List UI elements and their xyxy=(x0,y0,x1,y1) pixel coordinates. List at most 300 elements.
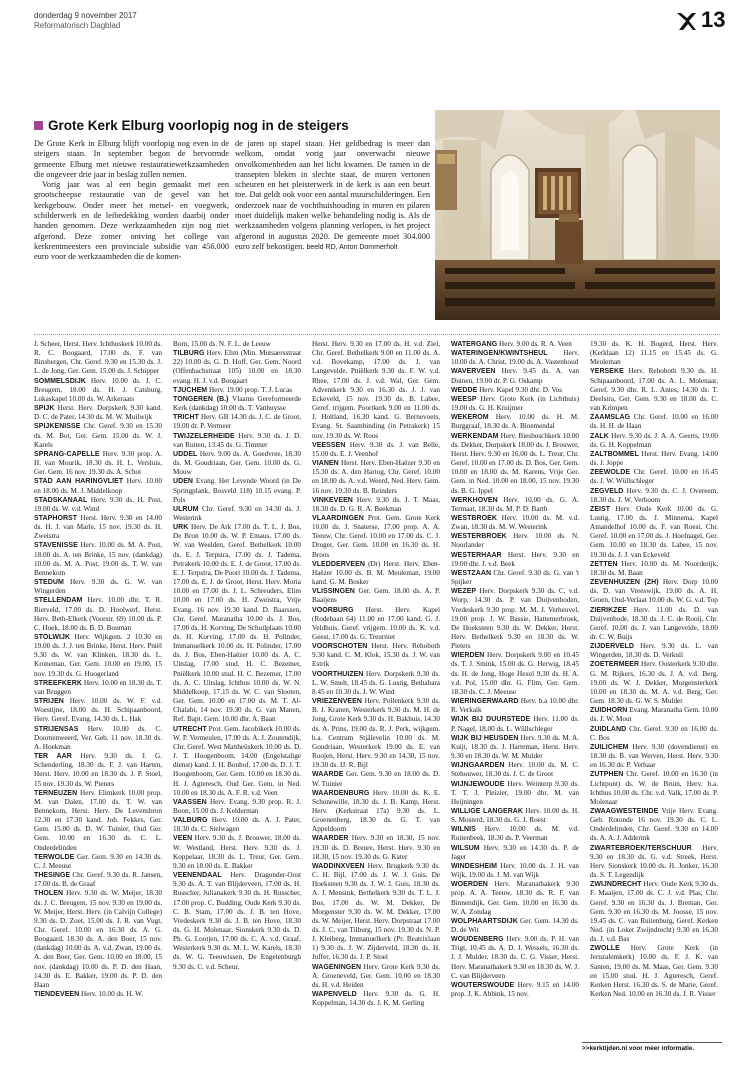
service-details: Ger. Gem. 9.30 en 14.30 ds. C. J. Meeuse xyxy=(34,852,162,870)
service-details: Herv. b.a 10.00 dhr. R. Verkaik xyxy=(451,697,579,715)
place-name: YERSEKE xyxy=(590,368,624,376)
service-entry xyxy=(590,340,718,367)
service-details: Herv. 9.30 ds. J. T. Maas, 18.30 ds. D. G. R. A. Beekman xyxy=(312,495,440,513)
place-name: WOERDEN xyxy=(451,881,488,889)
service-entry xyxy=(34,422,162,449)
service-details: Herv. 10.00 ds. A. Christ, 19.00 ds. A. Vastenhoud xyxy=(451,349,579,367)
service-entry xyxy=(34,725,162,752)
service-entry xyxy=(590,367,718,413)
service-entry xyxy=(590,944,718,999)
service-details: Herv. 9.45 ds. A. van Duinen, 19.00 dr. P. G. Oskamp xyxy=(451,367,579,385)
listing-column xyxy=(451,340,579,1035)
service-entry xyxy=(34,853,162,871)
service-entry xyxy=(451,340,579,349)
article-paragraph: de jaren op stapel staan. Het geldbedrag is meer dan welkom, omdat vorig jaar onverwacht nieuwe onvolkomenheden aan het licht kwamen. De ramen in de transepten bleken in slechte staat, de muren vertonen scheuren en het pleisterwerk in de kerk is aan een beurt toe. Dat geldt ook voor een aantal muurschilderingen. Een onderzoek naar de vochthuishouding in muren en pilaren moet duidelijk maken welke behandeling nodig is. Als de werkzaamheden volgens planning verlopen, is het project afgerond in augustus 2020. De gemeente moet 304.000 euro zelf bekostigen. xyxy=(235,139,430,251)
place-name: STELLENDAM xyxy=(34,597,83,605)
service-details: Herv. Oosterkerk 9.30 dhr. G. M. Rijkers, 16.30 ds. J. A. v.d. Berg, 19.00 ds. W. J. Dekker, Morgensterkerk 10.00 en 18.30 ds. M. A. v.d. Berg, Ger. Gem. 18.30 ds. G. W. S. Mulder xyxy=(590,660,718,706)
place-name: ZOETERMEER xyxy=(590,661,640,669)
service-entry xyxy=(312,670,440,697)
service-entry xyxy=(451,807,579,825)
service-details: Herv. Kapel 9.30 dhr. D. Vos xyxy=(479,385,563,394)
place-name: VALBURG xyxy=(173,817,208,825)
service-details: Herv. 9.30 (dovendienst) en 18.30 ds. B. van Werven, Herst. Herv. 9.30 en 16.30 ds. P. Verhaar xyxy=(590,742,718,770)
service-details: Herv. 9.30 ds. J. A. A. Geerts, 19.00 ds. G. H. Koppelman xyxy=(590,431,718,449)
listing-column xyxy=(34,340,162,1035)
place-name: ZALTBOMMEL xyxy=(590,450,639,458)
place-name: STAPHORST xyxy=(34,514,78,522)
service-entry xyxy=(590,743,718,770)
place-name: WIERINGERWAARD xyxy=(451,698,519,706)
service-entry xyxy=(312,697,440,770)
article-column-2 xyxy=(235,139,430,253)
place-name: WOLPHAARTSDIJK xyxy=(451,917,518,925)
service-details: Herv. Grote Kerk (in Jeruzalemkerk) 10.00 ds. F. J. K. van Santen, 19.00 ds. M. Maas, Ger. Gem. 9.30 en 15.00 stud. H. J. Agteresch, Geref. Kerken Herst. 16.30 ds. S. de Marie, Geref. Kerken Ned. 10.00 en 16.30 ds. J. R. Visser xyxy=(590,944,718,999)
service-entry xyxy=(34,578,162,596)
place-name: WERKHOVEN xyxy=(451,496,498,504)
service-details: Herv. 10.00 ds. W. F. v.d. Woestijne, 18.00 ds. H. Schipaanboord, Herv. Geref. Evang. 14.30 ds. L. Hak xyxy=(34,697,162,724)
service-entry xyxy=(312,459,440,496)
place-name: ZEIST xyxy=(590,505,611,513)
service-entry xyxy=(451,569,579,587)
service-details: Herst. Herv. 9.30 en 17.00 ds. H. v.d. Ziel, Chr. Geref. Bethelkerk 9.00 en 11.00 ds. A. v.d. Bovekamp, 17.00 ds. J. van Langevelde, Pniëlkerk 9.30 ds. F. W. v.d. Rhee, 17.00 ds. J. v.d. Wal, Ger. Gem. Adventkerk 9.30 en 16.30 ds. J. J. van Eckeveld, 15 nov. 19.30 ds. B. Labee, Geref. trijgem. Poortkerk 9.00 en 11.00 ds. J. Holtland, 16.30 kand. G. Bernevoets, Evang. St. Saambinding (in Petrakerk) 15 nov. 19.30 ds. W. Roos xyxy=(312,340,440,440)
service-details: Herv. 9.00 ds. A. Goedvree, 18.30 ds. M. Goudriaan, Ger. Gem. 10.00 ds. G. Mouw xyxy=(173,449,301,477)
place-name: VRIEZENVEEN xyxy=(312,698,362,706)
service-entry xyxy=(590,505,718,560)
service-entry xyxy=(451,761,579,779)
place-name: VINKEVEEN xyxy=(312,496,353,504)
place-name: WOUTERSWOUDE xyxy=(451,981,515,989)
service-details: Herv. 9.30 ds. M. A. Kuijt, 18.30 ds. J. Harteman, Herst. Herv. 9.30 en 18.30 ds. W. M. Mulder xyxy=(451,733,579,761)
service-details: Herv. 11.00 ds. P. Nagel, 18.00 ds. L. Wüllschleger xyxy=(451,715,579,733)
place-name: WERKENDAM xyxy=(451,432,499,440)
service-details: Herv. 9.30 ds. G. W. van Wingerden xyxy=(34,578,162,596)
place-name: TIENDEVEEN xyxy=(34,991,80,999)
place-name: STOLWIJK xyxy=(34,634,71,641)
service-entry xyxy=(34,496,162,514)
service-entry xyxy=(34,450,162,477)
service-entry xyxy=(451,935,579,981)
service-details: Herv. 9.30 en 14.30 ds. P. de Jager xyxy=(451,843,579,861)
place-name: STAD AAN HARINGVLIET xyxy=(34,478,124,486)
service-details: Herv. 9.30 en 18.30, 15 nov. 19.30 ds. D. Breure, Herst. Herv. 9.30 en 18.30, 15 nov. 19.30 ds. G. Kater xyxy=(312,834,440,861)
place-name: VIANEN xyxy=(312,460,339,468)
service-details: Herv. 10.00 en 18.00 ds. M. J. Middelkoop xyxy=(34,477,162,495)
place-name: TERWOLDE xyxy=(34,853,75,861)
service-details: Herv. 9.30 ds. C. J. Overeem, 18.30 ds. J. W. Verboom xyxy=(590,486,718,504)
place-name: UDDEL xyxy=(173,450,198,458)
service-entry xyxy=(590,880,718,944)
service-entry xyxy=(590,844,718,881)
service-entry xyxy=(173,834,301,871)
place-name: ULRUM xyxy=(173,505,199,513)
service-entry xyxy=(312,441,440,459)
listing-column xyxy=(173,340,301,1035)
place-name: URK xyxy=(173,524,189,532)
service-details: Chr. Geref. 9.30 en 15.30 ds. M. Bot, Ger. Gem. 15.00 ds. W. J. Karels xyxy=(34,422,162,449)
service-entry xyxy=(312,990,440,1008)
service-details: Herv. Dorpskerk 9.30 ds. L. W. Smelt, 18.45 ds. G. Lustig, Bethabara 8.45 en 10.30 ds. J. W. Wind xyxy=(312,669,440,696)
place-name: SPIJK xyxy=(34,405,55,413)
service-details: Chr. Geref. 9.30 en 14.30 ds. J. Westerink xyxy=(173,504,301,522)
service-details: Herv. Grote Kerk 9.30 ds. A. Groeneveld, Ger. Gem. 10.00 en 18.30 ds. H. v.d. Heiden xyxy=(312,962,440,989)
service-details: Herv. 11.00 ds. D. van Duijvenbode, 18.30 ds. J. C. de Rooij, Chr. Geref. 10.00 ds. J. van Langevelde, 18.00 dr. C. W. Buijs xyxy=(590,605,718,641)
place-name: WILNIS xyxy=(451,826,476,834)
place-name: STAVENISSE xyxy=(34,542,78,550)
place-name: ZAAMSLAG xyxy=(590,414,631,422)
service-details: Chr. Geref. 9.30 ds. G. van 't Spijker xyxy=(451,568,579,587)
place-name: VOORSCHOTEN xyxy=(312,643,368,651)
place-name: WIJK BIJ HEUSDEN xyxy=(451,734,519,742)
service-entry xyxy=(34,990,162,999)
service-details: Herv. 10.00 ds. M. C. Stehouwer, 18.30 ds. J. C. de Groot xyxy=(451,761,579,779)
service-details: Herv. 9.30 prop. A. H. van Mourik, 18.30 ds. H. L. Versluis, Ger. Gem. 16 nov. 19.30 ds. A. Schot xyxy=(34,449,162,477)
service-details: Herv. 19.00 prop. T. J. Lucas xyxy=(208,385,293,394)
service-entry xyxy=(34,377,162,404)
service-details: Ger. Gem. 9.30 en 18.00 ds. D. W. Tuinier xyxy=(312,770,440,788)
service-entry xyxy=(312,560,440,587)
service-entry xyxy=(451,386,579,395)
place-name: WOUDENBERG xyxy=(451,936,504,944)
place-name: UTRECHT xyxy=(173,725,207,733)
service-details: Herv. 10.00 ds. A. J. Pater, 18.30 ds. C. Stelwagen xyxy=(173,816,301,834)
service-details: Herv. 9.15 en 14.00 prop. J. K. Abbink, 15 nov. xyxy=(451,980,579,999)
place-name: WAARDE xyxy=(312,771,344,779)
service-details: Herv. 9.30 en 18.30 ds. G. v.d. Streek, Herst. Herv. Sionskerk 10.00 ds. H. Jonker, 16.30 ds. S. T. Legendijk xyxy=(590,843,718,880)
place-name: WINDESHEIM xyxy=(451,862,497,870)
place-name: TILBURG xyxy=(173,350,205,358)
service-details: Vlaams Gereformeerde Kerk (dankdag) 10.00 ds. T. Vanhuysse xyxy=(173,394,301,413)
place-name: WESTERBROEK xyxy=(451,533,507,541)
place-name: WESTERHAAR xyxy=(451,551,502,559)
service-entry xyxy=(312,642,440,669)
place-name: STEDUM xyxy=(34,579,64,587)
service-entry xyxy=(451,917,579,935)
place-name: WIJK BIJ DUURSTEDE xyxy=(451,716,531,724)
service-entry xyxy=(34,596,162,633)
service-details: Chr. Geref. 9.30 ds. R. Jansen, 17.00 ds. B. de Graaf xyxy=(34,871,162,889)
headline-text: Grote Kerk Elburg voorlopig nog in de steigers xyxy=(48,118,349,133)
service-entry xyxy=(173,505,301,523)
service-details: Herv. 10.00 ds. M. v.d. Ruitenbeek, 18.30 ds. P. Veerman xyxy=(451,825,579,843)
place-name: ZWOLLE xyxy=(590,945,620,953)
place-name: TWIJZELERHEIDE xyxy=(173,432,235,440)
service-details: Herv. Dorp 10.00 ds. D. van Vreeswijk, 19.00 ds. A. H. Groen, Oud-Verlaat 10.00 ds. W. G. v.d. Top xyxy=(590,578,718,605)
service-entry xyxy=(590,807,718,844)
service-details: Herv. 9.30 ds. H. Post, 19.00 ds. W. v.d. Wind xyxy=(34,495,162,513)
newspaper-name: Reformatorisch Dagblad xyxy=(34,21,121,30)
service-entry xyxy=(590,606,718,643)
service-entry xyxy=(451,532,579,550)
service-entry xyxy=(173,349,301,386)
article-column-1 xyxy=(34,139,229,263)
service-details: Herv. 10.00 ds. J. H. van Wijk, 19.00 ds. J. M. van Wijk xyxy=(451,861,579,880)
service-entry xyxy=(451,844,579,862)
service-details: Herv. Elimkerk 10.00 prop. M. van Dalen, 17.00 ds. T. W. van Bennekom, Herst. Herv. De Levensbron 12.30 en 17.30 kand. Joh. Fekkes, Ger. Gem. 15.00 ds. D. W. Tuinier, Oud Ger. Gem. 10.00 en 16.30 ds. C. L. Onderdelinden xyxy=(34,788,162,852)
service-details: Herst. Herv. Evang. 14.00 ds. J. Joppe xyxy=(590,449,718,468)
service-entry xyxy=(173,477,301,504)
service-details: (Dr) Herst. Herv. Eben-Haëzer 10.00 ds. B. M. Meuleman, 19.00 kand. G. M. Bosker xyxy=(312,559,440,587)
place-name: TONGEREN (B.) xyxy=(173,395,229,403)
service-details: Herv. Oude Kerk 10.00 ds. G. Lustig, 17.00 ds. J. Minnema, Kapel Amandelhof 10.00 ds. F. van Roest, Chr. Geref. 10.00 en 17.00 ds. J. Hoefnagel, Ger. Gem. 10.00 en 18.30 ds. Labee, 15 nov. 19.30 ds. J. J. van Eckeveld xyxy=(590,504,718,559)
place-name: TERNEUZEN xyxy=(34,789,78,797)
service-entry xyxy=(173,386,301,395)
place-name: TRICHT xyxy=(173,414,199,422)
place-name: WEZEP xyxy=(451,588,477,596)
service-entry xyxy=(590,560,718,578)
place-name: SPRANG-CAPELLE xyxy=(34,450,100,458)
page-number: 13 xyxy=(701,7,726,32)
place-name: STADSKANAAL xyxy=(34,496,88,504)
service-entry xyxy=(312,587,440,605)
service-entry xyxy=(312,606,440,643)
service-details: Prot. Gem. Jacobikerk 10.00 ds. W. P. Vermeulen, 17.00 ds. A. J. Zoutendijk, Chr. Geref. West Mattheüskerk 10.00 ds. D. J. T. Hoogenboom, 14.00 (Engelstalige dienst) kand. J. H. Bonhof, 17.00 ds. D. J. T. Hoogenboom, Ger. Gem. 10.00 en 18.30 ds. H. J. Agteresch, Oud Ger. Gem. in Ned. 10.00 en 18.30 ds. A. F. R. v.d. Veen xyxy=(173,724,301,797)
service-details: Herv. De Ark 17.00 ds. T. L. J. Bos, De Bron 10.00 ds. W. P. Emaus, 17.00 ds. W. van Weelden, Geref. Bethelkerk 10.00 ds. E. J. Terpstra, 17.00 ds. J. Tadema, Petrakerk 10.00 ds. E. J. de Groot, 17.00 ds. E. J. Terpstra, De Poort 10.00 ds. J. Tadema, 17.00 ds. E. J. de Groot, Herst. Herv. Moria 10.00 en 17.00 ds. J. L. Schreuders, Elim 10.00 en 17.00 ds. H. Zweistra, Vrije Evang. 16 nov. 19.30 kand. D. Baarssen, Chr. Geref. Maranatha 10.00 ds. J. Bos, 17.00 ds. H. Korving, De Schuilplaats 10.00 ds. H. Korving, 17.00 ds. H. Polinder, Immanuelkerk 10.00 ds. H. Polinder, 17.00 ds. J. Bos, Eben-Haëzer 10.00 ds. A. C. Uitslag, 17.00 stud. H. C. Bezemer, Pniëlkerk 10.00 stud. H. C. Bezemer, 17.00 ds. A. C. Uitslag, Ichthus 10.00 ds. W. N. Middelkoop, 17.15 ds. W. C. van Slooten, Ger. Gem. 10.00 en 17.00 ds. M. T. Al-Chalabi, 14 nov. 19.30 ds. G. van Manen, Ref. Bapt. Gem. 10.00 dhr. A. Baan xyxy=(173,523,301,724)
place-name: STRIJENSAS xyxy=(34,725,79,733)
place-name: ZWAAGWESTEINDE xyxy=(590,807,659,815)
rd-logo-icon xyxy=(675,10,697,32)
service-entry xyxy=(312,496,440,514)
place-name: THOLEN xyxy=(34,890,64,898)
issue-date: donderdag 9 november 2017 xyxy=(34,11,137,20)
service-details: Herv. Dorpskerk 9.00 en 10.45 ds. T. J. Smink, 15.00 ds. G. Herwig, 18.45 ds. H. de Jong, Hoge Hexel 9.30 ds. H. A. v.d. Pol, 15.00 dhr. G. Flim, Ger. Gem. 18.30 ds. C. J. Meeuse xyxy=(451,651,579,696)
place-name: WEDDE xyxy=(451,386,478,394)
service-details: J. Scheer, Herst. Herv. Ichthuskerk 10.00 ds. R. C. Boogaard, 17.00 ds. F. van Binsbergen, Chr. Geref. 9.30 en 15.30 ds. J. L. de Jong, Ger. Gem. 15.00 ds. J. Schipper xyxy=(34,340,162,376)
service-details: Herv. 9.30 ds. W. Meijer, 18.30 ds. J. C. Breugem, 15 nov. 9.30 en 19.00 ds. W. Meijer, Herst. Herv. (in Calvijn College) 9.30 ds. D. Zoet, 15.00 ds. J. R. van Vugt, Chr. Geref. 10.00 en 16.30 ds. A. G. Boogaard, 18.30 ds. A. den Boer, 15 nov. (dankdag) 10.00 ds. A. v.d. Zwan, 19.00 ds. A. den Boer, Ger. Gem. 10.00 en 18.00, 15 nov. (dankdag) 10.00 ds. P. D. den Haan, 14.30 ds. E. Bakker, 19.00 ds. P. D. den Haan xyxy=(34,889,162,989)
place-name: WEKEROM xyxy=(451,414,489,422)
service-details: Herv. GB 14.30 ds. J. C. de Groot, 19.00 dr. P. Vermeer xyxy=(173,413,301,431)
service-entry xyxy=(590,468,718,486)
service-entry xyxy=(312,862,440,963)
place-name: WAPENVELD xyxy=(312,991,357,999)
service-details: Chr. Geref. 9.30 en 16.00 ds. C. Bos xyxy=(590,724,718,742)
service-details: Herv. Weinterp 9.30 ds. T. T. J. Pleizier, 19.00 dhr. M. van Heijningen xyxy=(451,779,579,806)
service-entry xyxy=(173,395,301,413)
place-name: WAARDER xyxy=(312,835,349,843)
service-entry xyxy=(34,697,162,724)
service-entry xyxy=(451,349,579,367)
service-details: Herv. Dorpskerk 9.30 ds. C. v.d. Worp, 14.30 ds. P. van Duijvenboden, Vredeskerk 9.30 prop. M. M. J. Verheuvel, 19.00 prop. J. W. Bassie, Hattemerbroek, De Hoeksteen 9.30 ds. W. Dekker, Herst. Herv. Bethelkerk 9.30 en 18.30 ds. W. Pieters xyxy=(451,587,579,651)
place-name: WATERINGEN/KWINTSHEUL xyxy=(451,350,548,358)
place-name: TER AAR xyxy=(34,753,72,761)
service-entry xyxy=(34,679,162,697)
service-entry xyxy=(173,432,301,450)
place-name: VOORBURG xyxy=(312,606,354,614)
service-details: Herv. 9.30 ds. G. H. Koppelman, 14.30 ds. J. K. M. Gerling xyxy=(312,990,440,1008)
service-details: Herv. 10.00 ds. H. W. xyxy=(81,990,144,999)
more-info-footnote: >>kerktijden.nl voor meer informatie. xyxy=(582,1042,722,1052)
service-details: Chr. Geref. 10.00 en 16.00 ds. H. H. de Haan xyxy=(590,413,718,431)
place-name: STREEFKERK xyxy=(34,679,82,687)
place-name: VLAARDINGEN xyxy=(312,514,364,522)
section-divider xyxy=(34,334,720,335)
church-services-listing xyxy=(34,340,720,1040)
article-paragraph: De Grote Kerk in Elburg blijft voorlopig nog even in de steigers staan. In september begon de hervormde gemeente Elburg met nieuwe restauratiewerkzaamheden die ongeveer drie jaar in beslag zullen nemen. xyxy=(34,139,229,179)
service-details: Herv. 10.00 ds. H. M. Burggraaf, 18.30 ds. A. Bloemendal xyxy=(451,413,579,431)
service-entry xyxy=(34,340,162,377)
service-entry xyxy=(590,413,718,431)
service-details: 19.30 ds. K. H. Bogerd, Herst. Herv. (Kerklaan 12) 11.15 en 15.45 ds. G. Meuleman xyxy=(590,340,718,367)
service-entry xyxy=(173,798,301,816)
place-name: WAARDENBURG xyxy=(312,789,370,797)
service-entry xyxy=(451,734,579,761)
service-details: Herv. 10.00 ds. M. v.d. Zwan, 18.30 ds. M. W. Westerink xyxy=(451,513,579,532)
place-name: ZEVENHUIZEN (ZH) xyxy=(590,579,659,587)
service-details: Herv. 10.00 ds. G. A. Termaat, 18.30 ds. M. P. D. Barth xyxy=(451,495,579,513)
service-entry xyxy=(451,697,579,715)
listing-column xyxy=(312,340,440,1035)
service-details: Herst. Herv. 9.30 en 19.00 dhr. J. v.d. Beek xyxy=(451,550,579,568)
place-name: SOMMELSDIJK xyxy=(34,377,86,385)
place-name: ZALK xyxy=(590,432,609,440)
service-details: Herv. Brugkerk 9.30 ds. C. H. Bijl, 17.00 ds. J. W. J. Guis, De Hoeksteen 9.30 ds. J. W. J. Guis, 18.30 ds. A. J. Mensink, Bethelkerk 9.30 ds. T. L. J. Bos, 17.00 ds. W. M. Dekker, De Morgenster 9.30 ds. W. M. Dekker, 17.00 ds. W. Meijer, Herst. Herv. Dorpstraat 17.00 ds. J. C. van Tilburg, 15 nov. 19.30 ds. N. P. J. Kleiberg, Immanuelkerk (Pr. Beatrixlaan 1) 9.30 ds. J. W. Zijderveld, 18.30 ds. H. Juffer, 16.30 ds. J. P. Stoel xyxy=(312,861,440,962)
service-entry xyxy=(451,514,579,532)
service-details: Herv. Wijkgem. 2 10.30 en 19.00 ds. J. J. ten Brinke, Herst. Herv. Pniël 9.30 ds. W. van Klinken, 18.30 ds. L. Kroneman, Ger. Gem. 10.00 en 19.00, 15 nov. 19.30 ds. G. Hoogerland xyxy=(34,633,162,678)
service-entry xyxy=(173,871,301,972)
service-entry xyxy=(34,541,162,578)
service-entry xyxy=(451,880,579,917)
service-details: Herv. Dragonder-Oost 9.30 ds. A. T. van Blijderveen, 17.00 ds. H. Russcher, Julianakerk 9.30 ds. H. Russcher, 17.00 prop. C. Budding, Oude Kerk 9.30 ds. C. B. Stam, 17.00 ds. J. B. ten Hove, Vredeskerk 9.30 ds. J. B. ten Hove, 18.30 ds. G. H. Molenaar, Sionskerk 9.30 ds. D. Ph. G. Lootjen, 17.00 ds. C. A. v.d. Graaf, Westerkerk 9.30 ds. M. L. W. Karels, 18.30 ds. W. G. Teeuwissen, De Engelenburgh 9.30 ds. C. v.d. Scheur, xyxy=(173,871,301,971)
place-name: WESTZAAN xyxy=(451,569,492,577)
place-name: WADDINXVEEN xyxy=(312,862,365,870)
service-entry xyxy=(312,340,440,441)
place-name: WAGENINGEN xyxy=(312,963,362,971)
service-entry xyxy=(173,725,301,798)
service-details: Herv. 10.00 en 18.30 ds. T. van Bruggen xyxy=(34,678,162,696)
place-name: VEENENDAAL xyxy=(173,872,222,880)
service-details: Herv. Elim (Min. Mutsaersstraat 22) 10.00 ds. G. D. Hoff, Ger. Gem. Noord (Offenbachstraat 105) 10.00 en 18.30 evang. H. J. v.d. Boogaart xyxy=(173,349,301,385)
service-entry xyxy=(173,450,301,477)
service-entry xyxy=(590,770,718,807)
place-name: VEEN xyxy=(173,835,193,843)
place-name: ZEEWOLDE xyxy=(590,469,631,477)
service-details: Herv. Biesboschkerk 10.00 ds. Dekker, Dorpskerk 18.00 ds. J. Brouwer, Herst. Herv. 9.30 en 16.00 ds. L. Treur, Chr. Geref. 10.00 en 17.00 ds. D. Bos, Ger. Gem. 10.00 en 18.00 ds. M. Karens, Vrije Ger. Gem. in Ned. 10.00 en 18.00, 15 nov. 19.30 ds. B. G. Ippel xyxy=(451,431,579,495)
place-name: WIERDEN xyxy=(451,652,485,660)
place-name: ZWARTEBROEK/TERSCHUUR xyxy=(590,844,692,852)
service-details: Herst. Herv. 9.30 en 14.00 ds. H. J. van Marle, 15 nov. 19.30 ds. H. Zweistra xyxy=(34,513,162,541)
service-details: Herv. 10.00 ds. H. S. Mosterd, 18.30 ds. G. J. Roest xyxy=(451,806,579,825)
service-details: Herv. 9.30 ds. J. D. van Ruiten, 13.45 ds. G. Timmer xyxy=(173,431,301,449)
place-name: WIJNGAARDEN xyxy=(451,762,505,770)
service-entry xyxy=(590,450,718,468)
place-name: THESINGE xyxy=(34,872,71,880)
service-entry xyxy=(451,413,579,431)
service-entry xyxy=(312,514,440,560)
place-name: VOORTHUIZEN xyxy=(312,670,364,678)
place-name: WAVERVEEN xyxy=(451,368,496,376)
service-entry xyxy=(590,725,718,743)
service-details: Herv. 9.00 ds. R. A. Veen xyxy=(499,340,572,348)
place-name: TJUCHEM xyxy=(173,386,208,394)
service-entry xyxy=(173,523,301,724)
service-details: Herv. 9.30 ds. J. G. Schenderling, 18.30 ds. F. J. van Harten, Herst. Herv. 10.00 en 18.30 ds. J. P. Stoel, 15 nov. 19.30 ds. W. Pieters xyxy=(34,752,162,788)
service-details: Herv. 10.00 ds. N. Noorlander xyxy=(451,532,579,550)
service-details: Ger. Gem. 18.00 ds. A. P. Baaijens xyxy=(312,587,440,605)
service-details: Herst. Herv. Rehoboth 9.30 kand. C. M. Klok, 15.30 ds. J. W. van Estrik xyxy=(312,642,440,669)
service-entry xyxy=(590,578,718,605)
place-name: UDEN xyxy=(173,478,194,486)
service-details: Herv. Maranathakerk 9.30 prop. A. A. Teeuw, 18.30 ds. R. F. van Binnendijk, Ger. Gem. 10.00 en 16.30 ds. W. A. Zondag xyxy=(451,880,579,916)
service-details: Evang. Maranatha Gem. 10.00 ds. J. W. Mout xyxy=(590,706,718,724)
place-name: WILLIGE LANGERAK xyxy=(451,807,524,815)
place-name: ZIERIKZEE xyxy=(590,606,628,614)
service-entry xyxy=(451,780,579,807)
service-entry xyxy=(451,395,579,413)
service-entry xyxy=(451,715,579,733)
service-details: Herv. 9.00 ds. P. H. van Trigt, 10.45 ds. A. D. J. Wessels, 16.30 ds. J. J. Mulder, 18.30 ds. C. G. Visser, Herst. Herv. Maranathakerk 9.30 en 18.30 ds. W. J. C. van Blijderveen xyxy=(451,935,579,980)
listing-column xyxy=(590,340,718,1035)
place-name: WIJNJEWOUDE xyxy=(451,780,505,788)
service-details: Herv. 9.30 ds. J. Brouwer, 18.00 ds. W. Westland, Herst. Herv. 9.30 ds. J. Koppelaar, 18.30 ds. L. Treur, Ger. Gem. 9.30 en 18.00 ds. E. Bakker xyxy=(173,834,301,870)
service-entry xyxy=(451,587,579,651)
service-entry xyxy=(34,514,162,541)
place-name: SPIJKENISSE xyxy=(34,423,81,431)
service-details: Herv. Grote Kerk (in Lichthuis) 19.00 ds. G. H. Kruijmer xyxy=(451,394,579,413)
service-entry xyxy=(312,834,440,861)
article-paragraph: Vorig jaar was al een begin gemaakt met een grootscheepse restauratie van de gevel van het kerkgebouw. Onder meer het metsel- en voegwerk, schilderwerk en de leibedekking worden daarbij onder handen genomen. Deze werkzaamheden zijn nog niet afgerond. Deze zomer ontving het college van kerkrentmeesters een provinciale subsidie van 456.000 euro voor de werkzaamheden die de komen- xyxy=(34,180,229,262)
service-entry xyxy=(312,963,440,990)
service-entry xyxy=(451,862,579,880)
service-details: Herv. Oude Kerk 9.30 ds. F. Maaijen, 17.00 ds. C. J. v.d. Plas, Chr. Geref. 9.30 en 16.30 ds. J. Breman, Ger. Gem. 9.30 en 16.30 ds. M. Joosse, 15 nov. 19.45 ds. C. van Ruitenburg, Geref. Kerken Ned. (in Loket Zwijndrecht) 9.30 en 16.30 ds. J. v.d. Bas xyxy=(590,880,718,944)
service-entry xyxy=(34,477,162,495)
service-details: Herst. Herv. Eben-Haëzer 9.30 en 15.30 ds. A. den Hartog, Chr. Geref. 10.00 en 18.00 ds. A. v.d. Weerd, Ned. Herv. Gem. 16 nov. 19.30 ds. B. Reinders xyxy=(312,459,440,495)
service-entry xyxy=(34,404,162,422)
photo-credit: beeld RD, Anton Dommerholt xyxy=(306,243,398,251)
service-entry xyxy=(173,413,301,431)
headline-marker xyxy=(34,121,43,130)
service-entry xyxy=(34,752,162,789)
service-details: Evang. Het Levende Woord (in De Springplank, Bosveld 118) 10.15 evang. P. Pols xyxy=(173,477,301,504)
service-details: Herv. 10.00 ds. K. E. Schonewille, 18.30 ds. J. B. Kamp, Herst. Herv. (Kerkstraat 17a) 9.30 ds. L. Groenenberg, 18.30 ds. G. T. van Appeldoorn xyxy=(312,788,440,834)
service-details: Ger. Gem. 14.30 ds. D. de Wit xyxy=(451,916,579,934)
place-name: ZWIJNDRECHT xyxy=(590,881,642,889)
place-name: WEESP xyxy=(451,395,477,403)
place-name: WESTBROEK xyxy=(451,514,497,522)
service-details: Prot. Gem. Grote Kerk 10.00 ds. J. Snaterse, 17.00 prop. A. A. Teeuw, Chr. Geref. 10.00 en 17.00 ds. C. J. Droger, Ger. Gem. 10.00 en 16.30 ds. H. Broos xyxy=(312,513,440,559)
service-details: Herv. Rehoboth 9.30 ds. H. Schipaanboord, 17.00 ds. A. L. Molenaar, Geref. 9.30 dhr. R. L. Antes, 14.30 ds. T. Deelstra, Ger. Gem. 9.30 en 18.00 ds. C. van Krimpen xyxy=(590,367,718,413)
service-entry xyxy=(34,889,162,990)
service-details: Vrije Herv. Evang. Geb. Rotonde 16 nov. 19.30 ds. C. L. Onderdelinden, Chr. Geref. 9.30 en 14.00 ds. A. A. J. Adderink xyxy=(590,806,718,843)
service-details: Herst. Herv. Kapel (Rodebaan 64) 11.00 en 17.00 kand. G. J. Veldhuis, Geref. vrijgem. 10.00 ds. K. v.d. Geest, 17.00 ds. G. Treurniet xyxy=(312,605,440,641)
service-entry xyxy=(312,770,440,788)
service-details: Chr. Geref. 10.00 en 16.45 ds. J. W. Wüllschleger xyxy=(590,468,718,486)
service-entry xyxy=(451,551,579,569)
service-entry xyxy=(590,487,718,505)
service-details: Herst. Herv. Dorpskerk 9.30 kand. D. C. de Pater, 14.30 ds. M. W. Muilwijk xyxy=(34,404,162,422)
place-name: VAASSEN xyxy=(173,798,207,806)
service-entry xyxy=(451,651,579,697)
service-entry xyxy=(590,660,718,706)
article-headline xyxy=(34,118,349,134)
service-entry xyxy=(451,496,579,514)
church-interior-photo xyxy=(435,110,720,320)
service-details: Herv. 10.00 ds. M. A. Post, 18.00 ds. A. ten Brinke, 15 nov. (dankdag) 10.00 ds. M. A. Post, 19.00 ds. T. W. van Bennekom xyxy=(34,541,162,577)
service-entry xyxy=(34,633,162,679)
place-name: ZETTEN xyxy=(590,560,618,568)
service-entry xyxy=(312,789,440,835)
page-header xyxy=(34,7,726,50)
service-details: Herv. 9.30 ds. L. van Wingerden, 18.30 ds. D. Verkuil xyxy=(590,642,718,660)
place-name: VLISSINGEN xyxy=(312,588,355,596)
place-name: VEESSEN xyxy=(312,441,346,449)
place-name: WATERGANG xyxy=(451,341,498,348)
place-name: VLEDDERVEEN xyxy=(312,560,365,568)
service-details: Herv. 10.00 ds. J. C. Breugem, 18.00 ds. H. J. Catsburg, Lukaskapel 10.00 ds. W. Arkeraats xyxy=(34,376,162,403)
service-details: Chr. Geref. 10.00 en 16.30 (in Lichtpunt) ds. W. de Bruin, Herv. b.a. Ichthus 10.00 ds. Chr. v.d. Valk, 17.00 ds. P. Molenaar xyxy=(590,770,718,806)
place-name: STRIJEN xyxy=(34,698,64,706)
service-details: Herv. Evang. 9.30 prop. R. J. Boon, 15.00 ds. J. Kelderman xyxy=(173,797,301,815)
service-entry xyxy=(451,981,579,999)
service-entry xyxy=(590,432,718,450)
